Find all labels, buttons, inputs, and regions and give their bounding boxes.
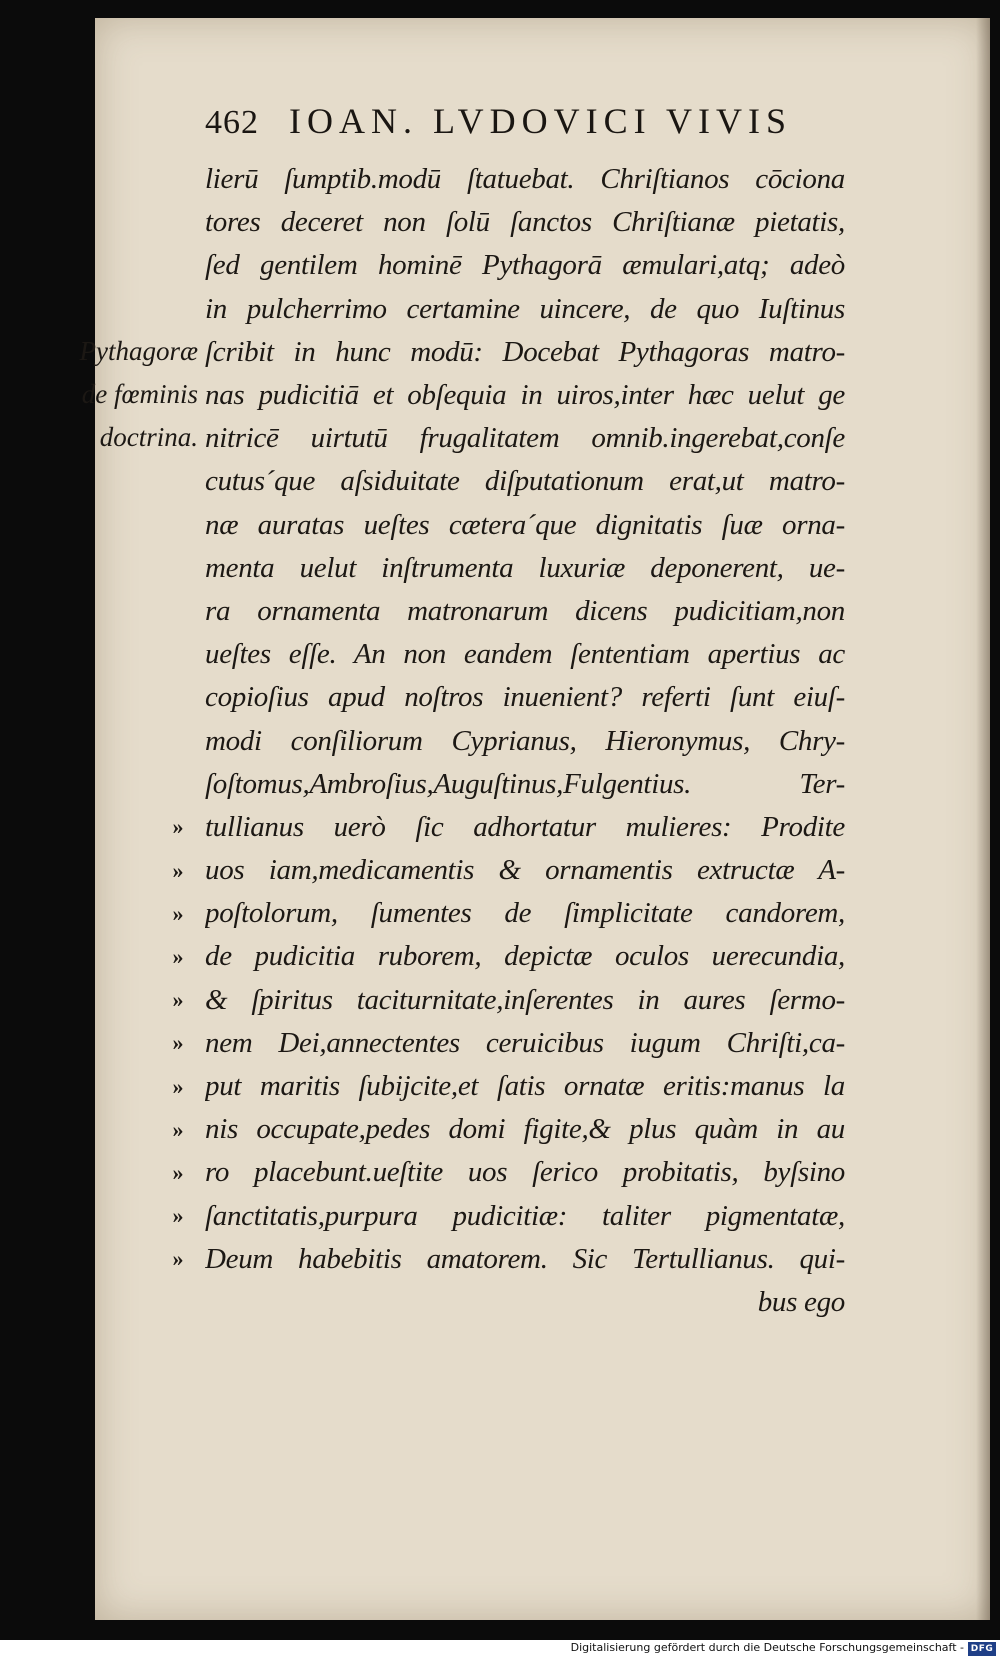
text-line-content: poſtolorum, ſumentes de ſimplicitate candorem,	[205, 897, 845, 930]
quotation-marker	[158, 460, 198, 503]
text-line-content: tores deceret non ſolū ſanctos Chriſtianæ pietatis,	[205, 206, 845, 239]
text-line-content: & ſpiritus taciturnitate,inſerentes in aures ſermo-	[205, 983, 845, 1016]
running-head-title: IOAN. LVDOVICI VIVIS	[289, 101, 792, 141]
quotation-marker	[158, 331, 198, 374]
text-line-content: ſed gentilem hominē Pythagorā æmulari,atq; adeò	[205, 249, 845, 282]
text-line-content: Deum habebitis amatorem. Sic Tertullianus. qui-	[205, 1242, 845, 1275]
text-line	[205, 1195, 855, 1238]
margin-note-line: doctrina.	[99, 422, 198, 453]
text-line-content: ſoſtomus,Ambroſius,Auguſtinus,Fulgentius. Ter-	[205, 767, 845, 800]
margin-note-line: de fœminis	[81, 379, 198, 410]
quotation-marker: »	[172, 857, 184, 883]
text-line-content: put maritis ſubijcite,et ſatis ornatæ eritis:manus la	[205, 1070, 845, 1103]
text-line	[205, 547, 855, 590]
quotation-marker: »	[172, 1116, 184, 1142]
text-line-content: næ auratas ueſtes cætera´que dignitatis ſuæ orna-	[205, 508, 845, 541]
text-line	[205, 763, 855, 806]
quotation-marker: »	[172, 1159, 184, 1185]
text-line	[205, 1238, 855, 1281]
quotation-marker	[158, 244, 198, 287]
text-line-content: tullianus uerò ſic adhortatur mulieres: Prodite	[205, 810, 845, 843]
text-line	[205, 1022, 855, 1065]
quotation-marker	[158, 201, 198, 244]
body-text	[205, 158, 855, 1324]
quotation-marker-column	[158, 158, 198, 1281]
quotation-marker	[158, 719, 198, 762]
page-number: 462	[205, 104, 259, 141]
text-line	[205, 892, 855, 935]
text-line-content: ueſtes eſſe. An non eandem ſententiam apertius ac	[205, 638, 845, 671]
quotation-marker: »	[172, 1073, 184, 1099]
quotation-marker: »	[172, 1030, 184, 1056]
catchword-line	[205, 1281, 855, 1324]
text-line	[205, 590, 855, 633]
text-line	[205, 288, 855, 331]
text-line	[205, 1108, 855, 1151]
text-line	[205, 935, 855, 978]
margin-note-line: Pythagoræ	[79, 336, 198, 366]
quotation-marker: »	[172, 1246, 184, 1272]
text-line-content: ra ornamenta matronarum dicens pudicitiam,non	[205, 594, 845, 627]
text-line-content: lierū ſumptib.modū ſtatuebat. Chriſtianos cōciona	[205, 163, 845, 196]
quotation-marker	[158, 504, 198, 547]
text-line	[205, 719, 855, 762]
text-line	[205, 1151, 855, 1194]
text-line-content: nitricē uirtutū frugalitatem omnib.ingerebat,conſe	[205, 422, 845, 455]
quotation-marker	[158, 417, 198, 460]
text-line	[205, 1065, 855, 1108]
text-line-content: cutus´que aſsiduitate diſputationum erat,ut matro-	[205, 465, 845, 498]
quotation-marker	[158, 288, 198, 331]
quotation-marker	[158, 547, 198, 590]
quotation-marker	[158, 676, 198, 719]
quotation-marker	[158, 374, 198, 417]
text-line-content: de pudicitia ruborem, depictæ oculos uerecundia,	[205, 940, 845, 973]
text-line	[205, 849, 855, 892]
text-line-content: uos iam,medicamentis & ornamentis extructæ A-	[205, 854, 845, 887]
quotation-marker	[158, 763, 198, 806]
text-line	[205, 460, 855, 503]
text-line	[205, 331, 855, 374]
quotation-marker	[158, 633, 198, 676]
text-line-content: modi conſiliorum Cyprianus, Hieronymus, Chry-	[205, 724, 845, 757]
text-line-content: ro placebunt.ueſtite uos ſerico probitatis, byſsino	[205, 1156, 845, 1189]
text-line-content: ſanctitatis,purpura pudicitiæ: taliter pigmentatæ,	[205, 1199, 845, 1232]
text-line-content: in pulcherrimo certamine uincere, de quo Iuſtinus	[205, 292, 845, 325]
quotation-marker	[158, 590, 198, 633]
quotation-marker	[158, 158, 198, 201]
digitization-credit: Digitalisierung gefördert durch die Deutsche Forschungsgemeinschaft -	[570, 1641, 964, 1654]
catchword: bus ego	[757, 1285, 845, 1318]
running-head	[205, 100, 845, 146]
text-line	[205, 806, 855, 849]
text-line	[205, 676, 855, 719]
text-line-content: nis occupate,pedes domi figite,& plus quàm in au	[205, 1113, 845, 1146]
quotation-marker: »	[172, 814, 184, 840]
text-line	[205, 201, 855, 244]
text-line	[205, 158, 855, 201]
text-line	[205, 374, 855, 417]
quotation-marker: »	[172, 1203, 184, 1229]
text-line-content: copioſius apud noſtros inuenient? referti ſunt eiuſ-	[205, 681, 845, 714]
text-line	[205, 417, 855, 460]
text-line	[205, 504, 855, 547]
quotation-marker: »	[172, 987, 184, 1013]
dfg-logo-icon: DFG	[968, 1642, 996, 1656]
quotation-marker: »	[172, 900, 184, 926]
text-line-content: nem Dei,annectentes ceruicibus iugum Chriſti,ca-	[205, 1026, 845, 1059]
text-line-content: ſcribit in hunc modū: Docebat Pythagoras matro-	[205, 335, 845, 368]
text-line	[205, 244, 855, 287]
text-line-content: menta uelut inſtrumenta luxuriæ deponerent, ue-	[205, 551, 845, 584]
text-line-content: nas pudicitiā et obſequia in uiros,inter hæc uelut ge	[205, 379, 845, 412]
quotation-marker: »	[172, 943, 184, 969]
text-line	[205, 633, 855, 676]
text-line	[205, 979, 855, 1022]
